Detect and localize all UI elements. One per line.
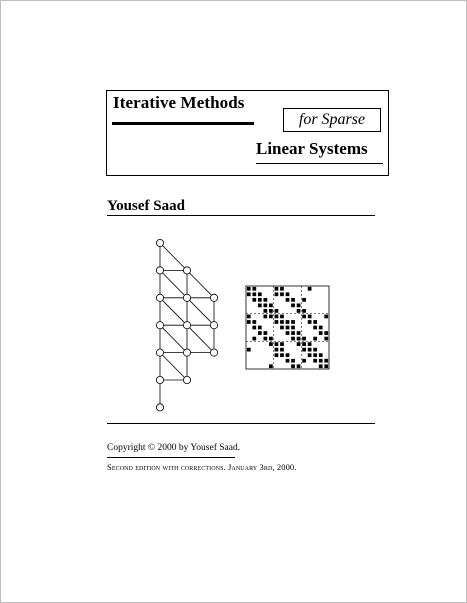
matrix-nonzero xyxy=(286,331,290,335)
matrix-nonzero xyxy=(269,309,273,313)
matrix-nonzero xyxy=(302,337,306,341)
matrix-nonzero xyxy=(252,298,256,302)
graph-node xyxy=(156,322,163,329)
graph-edge xyxy=(160,243,187,270)
matrix-nonzero xyxy=(308,287,312,291)
matrix-nonzero xyxy=(275,292,279,296)
matrix-nonzero xyxy=(308,342,312,346)
matrix-nonzero xyxy=(291,359,295,363)
matrix-nonzero xyxy=(280,326,284,330)
graph-node xyxy=(156,376,163,383)
graph-edge xyxy=(187,270,214,297)
matrix-nonzero xyxy=(324,315,328,319)
copyright-rule xyxy=(107,457,235,458)
matrix-nonzero xyxy=(286,353,290,357)
matrix-nonzero xyxy=(291,320,295,324)
matrix-nonzero xyxy=(297,342,301,346)
matrix-nonzero xyxy=(319,364,323,368)
matrix-nonzero xyxy=(280,287,284,291)
matrix-nonzero xyxy=(297,364,301,368)
matrix-nonzero xyxy=(252,287,256,291)
matrix-nonzero xyxy=(313,359,317,363)
graph-edge xyxy=(160,325,187,352)
graph-node xyxy=(183,294,190,301)
copyright-notice: Copyright © 2000 by Yousef Saad. xyxy=(107,443,241,453)
matrix-nonzero xyxy=(291,298,295,302)
title-line-3: Linear Systems xyxy=(256,139,368,158)
graph-node xyxy=(183,349,190,356)
matrix-nonzero xyxy=(258,331,262,335)
graph-edge xyxy=(187,298,214,325)
graph-node xyxy=(210,294,217,301)
matrix-nonzero xyxy=(319,359,323,363)
matrix-nonzero xyxy=(269,364,273,368)
matrix-nonzero xyxy=(302,298,306,302)
matrix-nonzero xyxy=(252,320,256,324)
matrix-nonzero xyxy=(291,364,295,368)
matrix-nonzero xyxy=(247,320,251,324)
matrix-nonzero xyxy=(264,304,268,308)
matrix-nonzero xyxy=(308,315,312,319)
matrix-nonzero xyxy=(291,331,295,335)
matrix-nonzero xyxy=(302,342,306,346)
matrix-nonzero xyxy=(280,315,284,319)
matrix-nonzero xyxy=(291,304,295,308)
matrix-nonzero xyxy=(313,326,317,330)
author-name: Yousef Saad xyxy=(107,198,185,214)
matrix-nonzero xyxy=(297,309,301,313)
matrix-nonzero xyxy=(324,364,328,368)
matrix-nonzero xyxy=(291,337,295,341)
matrix-nonzero xyxy=(252,292,256,296)
title-line-2: for Sparse xyxy=(298,111,366,128)
matrix-nonzero xyxy=(297,337,301,341)
graph-node xyxy=(183,267,190,274)
matrix-nonzero xyxy=(258,326,262,330)
matrix-nonzero xyxy=(247,292,251,296)
matrix-nonzero xyxy=(313,320,317,324)
matrix-nonzero xyxy=(275,342,279,346)
matrix-nonzero xyxy=(302,315,306,319)
matrix-nonzero xyxy=(275,320,279,324)
graph-node xyxy=(210,349,217,356)
bottom-rule xyxy=(107,423,375,424)
matrix-nonzero xyxy=(247,348,251,352)
matrix-nonzero xyxy=(286,298,290,302)
matrix-nonzero xyxy=(258,292,262,296)
matrix-nonzero xyxy=(269,337,273,341)
matrix-nonzero xyxy=(286,292,290,296)
matrix-nonzero xyxy=(258,298,262,302)
matrix-nonzero xyxy=(313,337,317,341)
matrix-nonzero xyxy=(308,320,312,324)
matrix-nonzero xyxy=(302,348,306,352)
sparse-matrix xyxy=(246,286,329,369)
matrix-nonzero xyxy=(258,304,262,308)
graph-node xyxy=(156,267,163,274)
matrix-nonzero xyxy=(324,337,328,341)
matrix-nonzero xyxy=(280,348,284,352)
matrix-nonzero xyxy=(269,315,273,319)
graph-node xyxy=(210,322,217,329)
matrix-nonzero xyxy=(286,359,290,363)
matrix-nonzero xyxy=(280,342,284,346)
matrix-nonzero xyxy=(275,348,279,352)
matrix-nonzero xyxy=(264,331,268,335)
matrix-nonzero xyxy=(308,348,312,352)
title-line-1: Iterative Methods xyxy=(113,93,245,112)
matrix-nonzero xyxy=(286,326,290,330)
graph-edge xyxy=(187,325,214,352)
edition-note: Second edition with corrections. January 3rd, 2000. xyxy=(107,462,297,472)
graph-edge xyxy=(160,298,187,325)
graph-edge xyxy=(160,353,187,380)
matrix-nonzero xyxy=(319,326,323,330)
graph-node xyxy=(156,349,163,356)
matrix-nonzero xyxy=(252,326,256,330)
matrix-nonzero xyxy=(247,315,251,319)
matrix-nonzero xyxy=(280,292,284,296)
matrix-nonzero xyxy=(275,353,279,357)
matrix-nonzero xyxy=(275,287,279,291)
matrix-nonzero xyxy=(302,309,306,313)
matrix-nonzero xyxy=(324,359,328,363)
matrix-nonzero xyxy=(319,353,323,357)
matrix-nonzero xyxy=(319,331,323,335)
mesh-graph xyxy=(156,239,217,411)
matrix-nonzero xyxy=(286,320,290,324)
matrix-nonzero xyxy=(280,353,284,357)
matrix-nonzero xyxy=(269,304,273,308)
matrix-nonzero xyxy=(252,337,256,341)
matrix-nonzero xyxy=(297,304,301,308)
matrix-nonzero xyxy=(269,342,273,346)
matrix-nonzero xyxy=(313,353,317,357)
matrix-nonzero xyxy=(280,320,284,324)
matrix-nonzero xyxy=(297,331,301,335)
matrix-nonzero xyxy=(313,348,317,352)
graph-node xyxy=(156,404,163,411)
matrix-nonzero xyxy=(264,309,268,313)
matrix-nonzero xyxy=(264,298,268,302)
matrix-nonzero xyxy=(247,287,251,291)
graph-node xyxy=(156,294,163,301)
graph-node xyxy=(183,376,190,383)
matrix-nonzero xyxy=(308,353,312,357)
matrix-nonzero xyxy=(264,315,268,319)
graph-node xyxy=(183,322,190,329)
graph-edge xyxy=(160,270,187,297)
matrix-nonzero xyxy=(275,315,279,319)
graph-node xyxy=(156,239,163,246)
matrix-nonzero xyxy=(291,326,295,330)
matrix-nonzero xyxy=(302,359,306,363)
matrix-nonzero xyxy=(275,309,279,313)
matrix-nonzero xyxy=(324,331,328,335)
matrix-nonzero xyxy=(264,337,268,341)
